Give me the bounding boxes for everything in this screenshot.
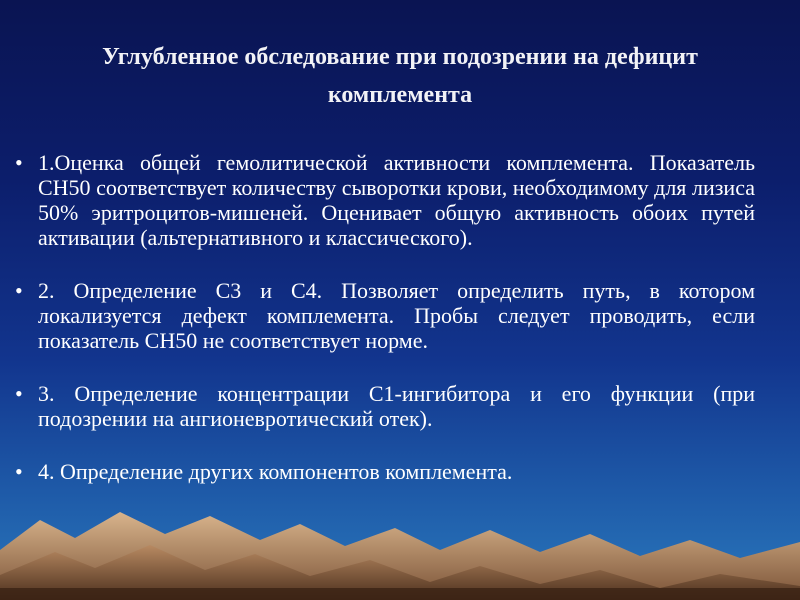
bullet-item-1 xyxy=(0,150,755,250)
bullet-marker-icon: • xyxy=(15,278,23,303)
bullet-text: 2. Определение C3 и C4. Позволяет определить путь, в котором локализуется дефект комплемента. Пробы следует проводить, если показатель CH50 не соответствует норме. xyxy=(38,278,755,353)
bullet-item-3 xyxy=(0,381,755,431)
bullet-marker-icon: • xyxy=(15,381,23,406)
bullet-list xyxy=(0,150,800,512)
bullet-text: 1.Оценка общей гемолитической активности комплемента. Показатель CH50 соответствует количеству сыворотки крови, необходимому для лизиса 50% эритроцитов-мишеней. Оценивает общую активность обоих путей активации (альтернативного и классического). xyxy=(38,150,755,250)
bullet-item-4 xyxy=(0,459,755,484)
bullet-marker-icon: • xyxy=(15,459,23,484)
slide-title: Углубленное обследование при подозрении на дефицит комплемента xyxy=(102,44,698,108)
bullet-text: 4. Определение других компонентов комплемента. xyxy=(38,459,513,484)
bullet-text: 3. Определение концентрации C1-ингибитора и его функции (при подозрении на ангионевротический отек). xyxy=(38,381,755,431)
bullet-marker-icon: • xyxy=(15,150,23,175)
bullet-item-2 xyxy=(0,278,755,353)
